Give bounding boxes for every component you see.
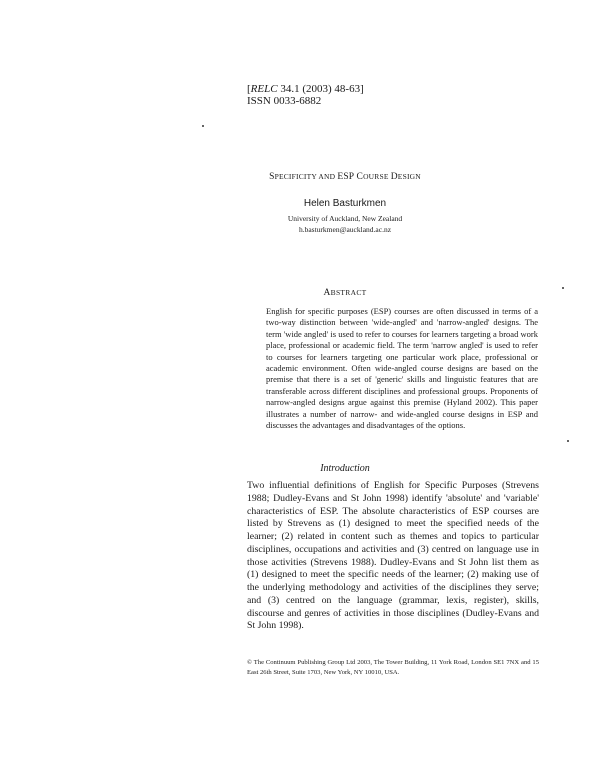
title-part-esp: ESP [337, 172, 354, 182]
title-part-ourse: OURSE [363, 172, 391, 181]
title-cap-d: D [390, 172, 398, 182]
journal-reference [247, 84, 364, 95]
journal-name: RELC [250, 83, 278, 95]
abstract-heading-cap: A [323, 288, 331, 298]
journal-volume-pages: 34.1 (2003) 48-63] [277, 83, 364, 95]
author-name: Helen Basturkmen [303, 198, 387, 209]
scan-speck [562, 287, 564, 289]
issn-line: ISSN 0033-6882 [247, 95, 322, 107]
scan-speck [567, 440, 569, 442]
paper-title [0, 172, 600, 182]
title-part-esign: ESIGN [397, 172, 421, 181]
bracket-open: [ [247, 83, 251, 95]
author-affiliation: University of Auckland, New Zealand [287, 214, 403, 223]
scan-speck [202, 125, 204, 127]
title-cap-c: C [353, 172, 364, 182]
author-email: h.basturkmen@auckland.ac.nz [298, 225, 392, 234]
title-cap-s: S [269, 172, 275, 182]
introduction-body: Two influential definitions of English for Specific Purposes (Strevens 1988; Dudley-Evans and St John 1998) identify 'absolute' and 'variable' characteristics of ESP. The absolute characteristics of ESP courses are listed by Strevens as (1) designed to meet the specified needs of the learner; (2) related in content such as themes and topics to particular disciplines, occupations and activities and (3) centred on language use in those activities (Strevens 1988). Dudley-Evans and St John list them as (1) designed to meet the specific needs of the learner; (2) making use of the underlying methodology and activities of the disciplines they serve; and (3) centred on the language (grammar, lexis, register), skills, discourse and genres of activities in those disciplines (Dudley-Evans and St John 1998). [247, 480, 539, 632]
title-part-specificity: PECIFICITY AND [274, 172, 338, 181]
abstract-heading [0, 288, 600, 298]
copyright-notice: © The Continuum Publishing Group Ltd 2003, The Tower Building, 11 York Road, London SE1 7NX and 15 East 26th Street, Suite 1703, New York, NY 10010, USA. [247, 659, 539, 676]
abstract-body: English for specific purposes (ESP) courses are often discussed in terms of a two-way distinction between 'wide-angled' and 'narrow-angled' designs. The term 'wide angled' is used to refer to courses for learners targeting a broad work place, professional or academic field. The term 'narrow angled' is used to refer to courses for learners targeting one particular work place, professional or academic environment. Often wide-angled course designs are based on the premise that there is a set of 'generic' skills and linguistic features that are transferable across different disciplines and professional groups. Proponents of narrow-angled designs argue against this premise (Hyland 2002). This paper illustrates a number of narrow- and wide-angled course designs in ESP and discusses the advantages and disadvantages of the options. [266, 306, 538, 431]
abstract-heading-rest: BSTRACT [330, 288, 367, 297]
introduction-heading: Introduction [320, 463, 370, 474]
